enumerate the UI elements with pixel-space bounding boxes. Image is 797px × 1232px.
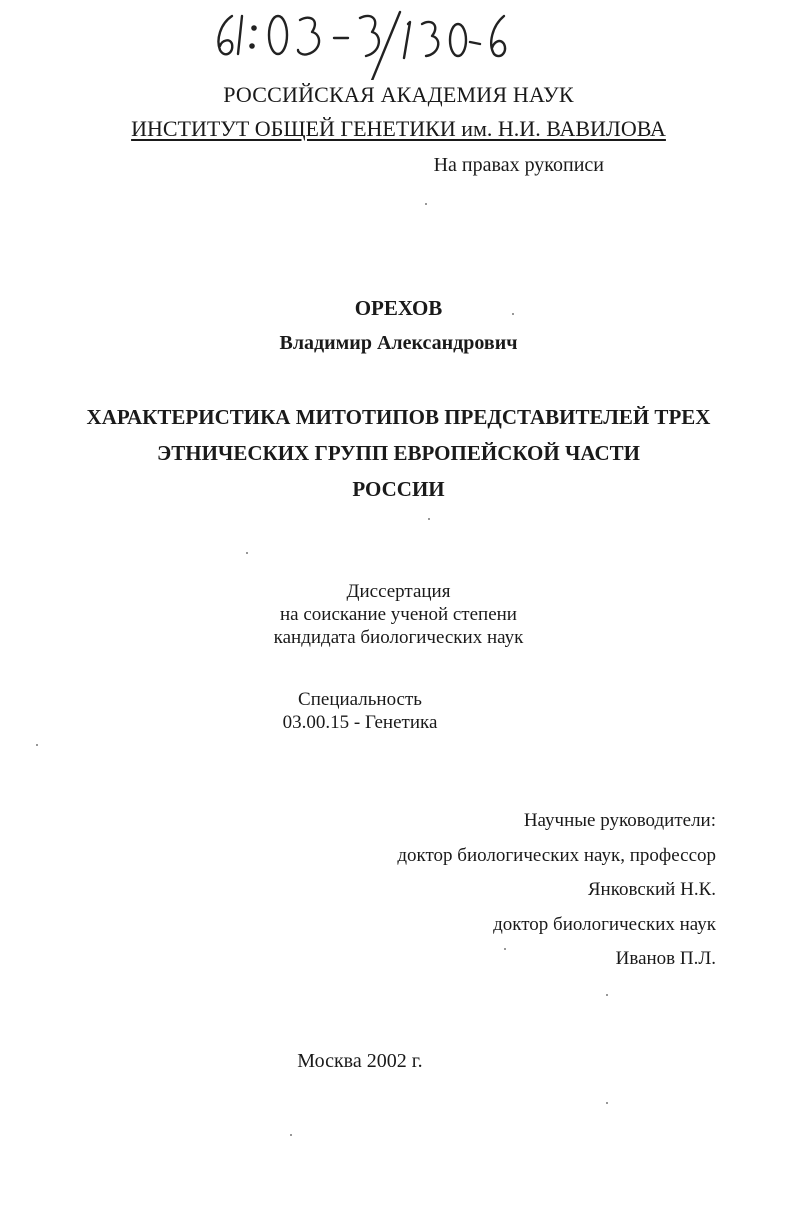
dissertation-label: Диссертация (346, 581, 451, 602)
scan-speck (606, 1102, 608, 1104)
manuscript-rights-note: На правах рукописи (433, 154, 604, 176)
thesis-title-line: РОССИИ (352, 477, 445, 501)
specialty-label: Специальность (298, 689, 422, 710)
advisors-heading: Научные руководители: (523, 810, 716, 831)
advisor-degree: доктор биологических наук (493, 913, 716, 935)
advisor-degree: доктор биологических наук, профессор (397, 844, 716, 866)
place-and-year: Москва 2002 г. (297, 1050, 423, 1072)
academy-name: РОССИЙСКАЯ АКАДЕМИЯ НАУК (223, 82, 574, 107)
author-given-names: Владимир Александрович (279, 332, 518, 354)
advisors-block (397, 804, 716, 977)
thesis-title (0, 399, 797, 507)
specialty-value: 03.00.15 - Генетика (282, 712, 438, 733)
scan-speck (512, 313, 514, 315)
thesis-title-line: ЭТНИЧЕСКИХ ГРУПП ЕВРОПЕЙСКОЙ ЧАСТИ (156, 441, 641, 465)
thesis-title-line: ХАРАКТЕРИСТИКА МИТОТИПОВ ПРЕДСТАВИТЕЛЕЙ ТРЕХ (86, 405, 711, 429)
scan-speck (428, 518, 430, 520)
degree-purpose: на соискание ученой степени (280, 604, 517, 625)
dissertation-block (0, 580, 797, 649)
scan-speck (425, 203, 427, 205)
scan-speck (504, 948, 506, 950)
scan-speck (36, 744, 38, 746)
handwritten-archive-number (196, 10, 526, 80)
institute-name: ИНСТИТУТ ОБЩЕЙ ГЕНЕТИКИ им. Н.И. ВАВИЛОВА (131, 116, 666, 141)
author-surname: ОРЕХОВ (354, 296, 443, 320)
scan-speck (290, 1134, 292, 1136)
advisor-name: Янковский Н.К. (587, 879, 716, 900)
specialty-block (0, 688, 720, 734)
scan-speck (246, 552, 248, 554)
advisor-name: Иванов П.Л. (615, 948, 716, 969)
degree-name: кандидата биологических наук (273, 627, 524, 648)
scan-speck (606, 994, 608, 996)
